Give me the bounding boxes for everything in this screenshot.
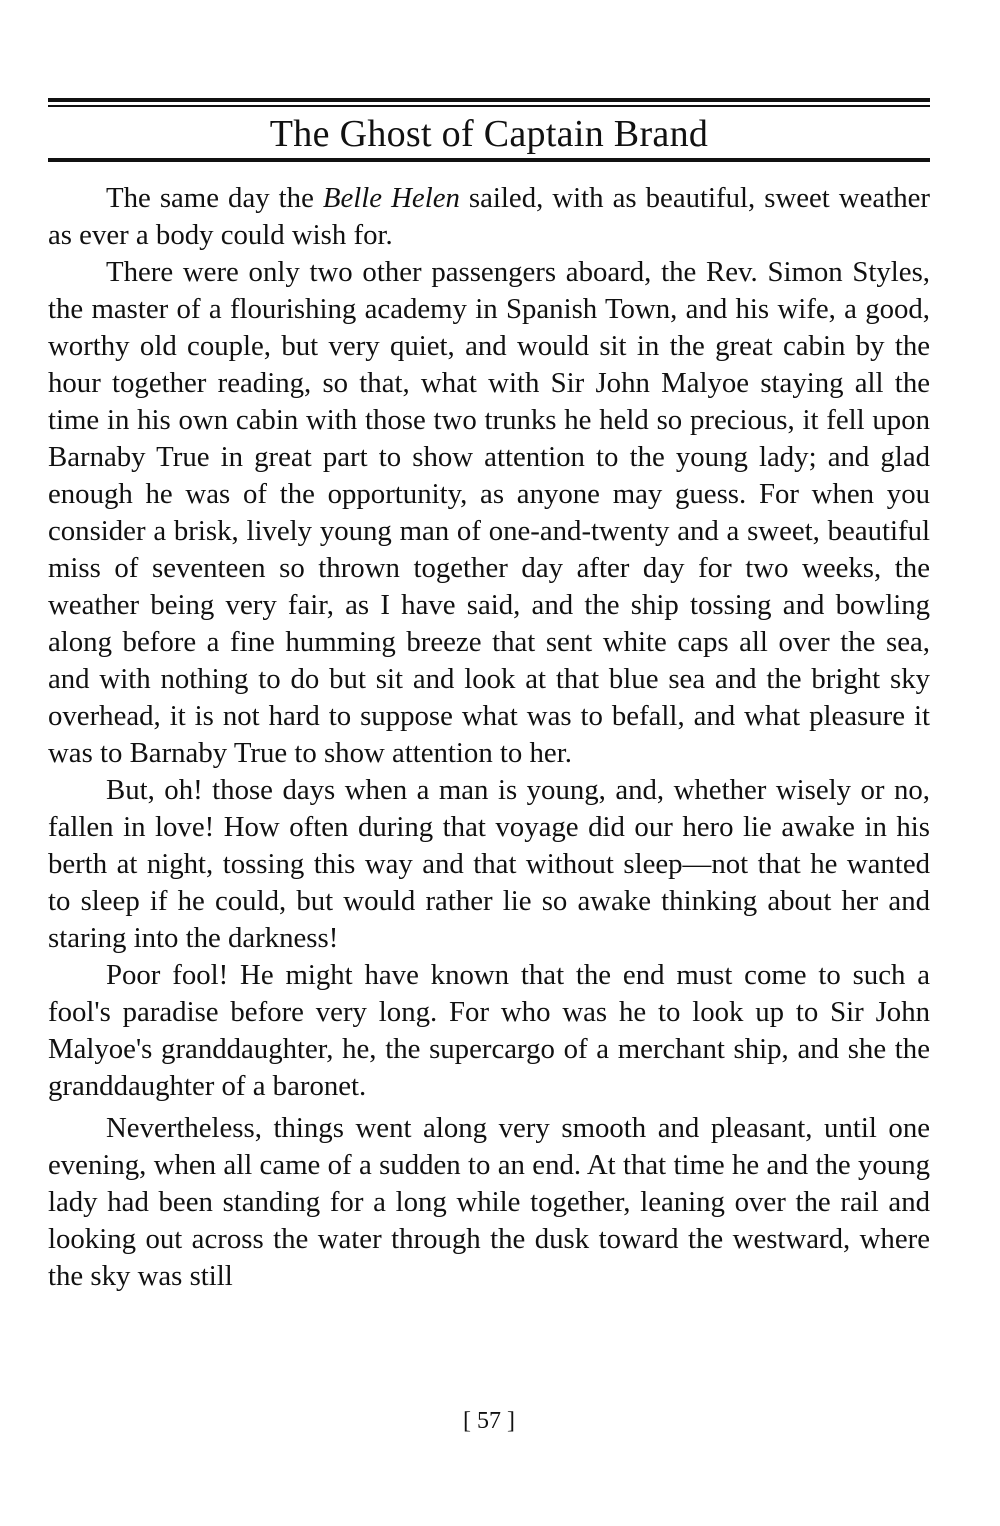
body-text bbox=[48, 180, 930, 1295]
book-page bbox=[48, 0, 930, 1526]
paragraph-1-end: sailed, with as beautiful, sweet weather as ever a body could wish for. bbox=[48, 182, 930, 251]
paragraph-1-start: The same day the bbox=[106, 182, 323, 214]
running-title: The Ghost of Captain Brand bbox=[269, 113, 709, 155]
page-number: [ 57 ] bbox=[463, 1408, 515, 1434]
paragraph-1 bbox=[48, 180, 930, 254]
title-rule bbox=[48, 158, 930, 162]
header-rule-thin bbox=[48, 105, 930, 107]
paragraph-3: But, oh! those days when a man is young, and, whether wisely or no, fallen in love! How often during that voyage did our hero lie awake in his berth at night, tossing this way and that without sleep—not that he wanted to sleep if he could, but would rather lie so awake thinking about her and staring into the darkness! bbox=[48, 774, 930, 954]
ship-name: Belle Helen bbox=[322, 182, 460, 214]
paragraph-5: Nevertheless, things went along very smooth and pleasant, until one evening, when all came of a sudden to an end. At that time he and the young lady had been standing for a long while together, leaning over the rail and looking out across the water through the dusk toward the westward, where the sky was still bbox=[48, 1112, 930, 1292]
paragraph-2: There were only two other passengers aboard, the Rev. Simon Styles, the master of a flourishing academy in Spanish Town, and his wife, a good, worthy old couple, but very quiet, and would sit in the great cabin by the hour together reading, so that, what with Sir John Malyoe staying all the time in his own cabin with those two trunks he held so precious, it fell upon Barnaby True in great part to show attention to the young lady; and glad enough he was of the opportunity, as anyone may guess. For when you consider a brisk, lively young man of one-and-twenty and a sweet, beautiful miss of seventeen so thrown together day after day for two weeks, the weather being very fair, as I have said, and the ship tossing and bowling along before a fine humming breeze that sent white caps all over the sea, and with nothing to do but sit and look at that blue sea and the bright sky overhead, it is not hard to suppose what was to befall, and what pleasure it was to Barnaby True to show attention to her. bbox=[48, 256, 930, 769]
paragraph-4: Poor fool! He might have known that the end must come to such a fool's paradise before very long. For who was he to look up to Sir John Malyoe's granddaughter, he, the supercargo of a merchant ship, and she the granddaughter of a baronet. bbox=[48, 959, 930, 1102]
header-rule-thick bbox=[48, 98, 930, 102]
